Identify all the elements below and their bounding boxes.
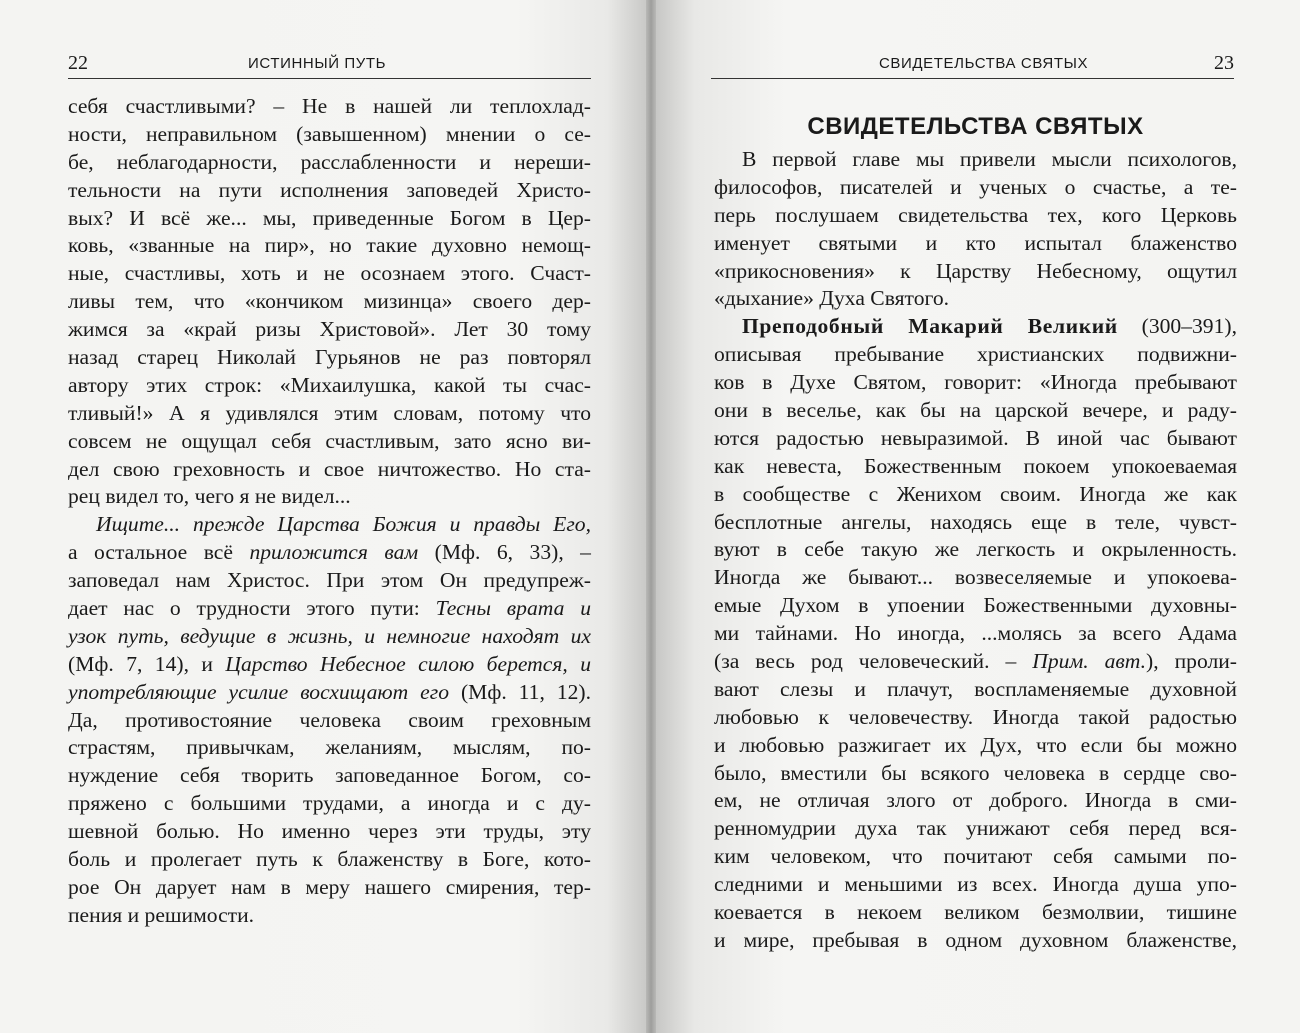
text-segment: (Мф. 7, 14), и: [68, 651, 226, 676]
text-line: [68, 121, 591, 149]
text-segment: ми тайнами. Но иногда, ...молясь за всего Адама: [714, 621, 1237, 646]
chapter-title: СВИДЕТЕЛЬСТВА СВЯТЫХ: [807, 113, 1144, 140]
text-line: [714, 425, 1237, 453]
text-line: [68, 205, 591, 233]
text-segment: назад старец Николай Гурьянов не раз повторял: [68, 345, 591, 370]
text-line: [68, 595, 591, 623]
text-line: [714, 202, 1237, 230]
left-page-header: [68, 50, 591, 79]
text-segment: (Мф. 11, 12).: [449, 679, 591, 704]
text-line: [68, 818, 591, 846]
text-line: [714, 648, 1237, 676]
text-segment: ности, неправильном (завышенном) мнении о се-: [68, 121, 591, 146]
text-segment: ким человеком, что почитают себя самыми по-: [714, 844, 1237, 869]
text-segment: «прикосновения» к Царству Небесному, ощутил: [714, 258, 1237, 283]
italic-text: приложится вам: [249, 540, 419, 565]
text-segment: ренномудрии духа так унижают себя перед вся-: [714, 816, 1237, 841]
text-segment: дает нас о трудности этого пути:: [68, 596, 436, 621]
left-page: [0, 0, 646, 1033]
book-gutter: [646, 0, 656, 1033]
text-segment: «дыхание» Духа Святого.: [714, 286, 950, 311]
text-line: [714, 174, 1237, 202]
text-segment: ем, не отличая злого от доброго. Иногда в сми-: [714, 788, 1237, 813]
page-number: 22: [68, 52, 88, 74]
text-segment: как невеста, Божественным покоем упокоеваемая: [714, 453, 1237, 478]
text-segment: перь послушаем свидетельства тех, кого Церковь: [714, 202, 1237, 227]
text-line: [68, 372, 591, 400]
right-page-text: [714, 110, 1237, 955]
text-segment: В первой главе мы привели мысли психологов,: [742, 147, 1237, 171]
text-line: [714, 341, 1237, 369]
text-line: [68, 846, 591, 874]
text-segment: именует святыми и кто испытал блаженство: [714, 230, 1237, 255]
italic-text: Ищите... прежде Царства Божия и правды Его,: [96, 512, 591, 537]
text-line: [714, 536, 1237, 564]
text-segment: нуждение себя творить заповеданное Богом, со-: [68, 763, 591, 788]
text-line: [714, 871, 1237, 899]
text-line: [68, 149, 591, 177]
text-line: [68, 762, 591, 790]
italic-text: Прим. авт.: [1032, 649, 1147, 674]
text-line: [68, 567, 591, 595]
text-segment: ются радостью невыразимой. В иной час бывают: [714, 425, 1237, 450]
text-segment: тливый!» А я удивлялся этим словам, потому что: [68, 400, 591, 425]
right-page-header: [711, 50, 1234, 79]
running-head: ИСТИННЫЙ ПУТЬ: [248, 55, 387, 72]
text-line: [714, 843, 1237, 871]
text-line: [714, 313, 1237, 341]
bold-name: Преподобный Макарий Великий: [742, 314, 1118, 339]
text-segment: страстям, привычкам, желаниям, мыслям, по-: [68, 735, 591, 760]
text-segment: а остальное всё: [68, 540, 250, 565]
text-line: [714, 285, 1237, 313]
text-line: [714, 397, 1237, 425]
text-line: [68, 260, 591, 288]
italic-text: Тесны врата и: [435, 596, 591, 621]
text-segment: вуют в себе такую же легкость и окрыленность.: [714, 537, 1237, 562]
text-segment: бе, неблагодарности, расслабленности и нереши-: [68, 149, 591, 174]
italic-text: Царство Небесное силою берется, и: [225, 651, 591, 676]
text-line: [68, 428, 591, 456]
text-line: [68, 623, 591, 651]
text-segment: (за весь род человеческий. –: [714, 649, 1033, 674]
text-line: [68, 344, 591, 372]
text-segment: пения и решимости.: [68, 902, 255, 927]
text-segment: пряжено с большими трудами, а иногда и с ду-: [68, 791, 591, 816]
text-segment: философов, писателей и ученых о счастье, а те-: [714, 174, 1237, 199]
right-page: [656, 0, 1300, 1033]
text-segment: ков в Духе Святом, говорит: «Иногда пребывают: [714, 370, 1237, 395]
text-line: [68, 874, 591, 902]
text-line: [68, 651, 591, 679]
text-segment: коевается в некоем великом безмолвии, тишине: [714, 900, 1237, 925]
text-segment: жимся за «край ризы Христовой». Лет 30 тому: [68, 317, 591, 342]
text-line: [714, 592, 1237, 620]
text-line: [714, 620, 1237, 648]
text-segment: Да, противостояние человека своим греховным: [68, 707, 591, 732]
text-segment: (300–391),: [1117, 314, 1237, 339]
text-line: [714, 481, 1237, 509]
text-segment: ливы тем, что «кончиком мизинца» своего дер-: [68, 289, 591, 314]
text-line: [714, 899, 1237, 927]
text-segment: было, вместили бы всякого человека в сердце сво-: [714, 760, 1237, 785]
text-line: [68, 288, 591, 316]
text-line: [68, 902, 591, 930]
text-line: [714, 760, 1237, 788]
text-segment: Иногда же бывают... возвеселяемые и упокоева-: [714, 565, 1237, 590]
text-line: [714, 732, 1237, 760]
text-segment: тельности на пути исполнения заповедей Христо-: [68, 177, 591, 202]
text-segment: вают слезы и плачут, воспламеняемые духовной: [714, 676, 1237, 701]
text-line: [714, 509, 1237, 537]
text-line: [714, 927, 1237, 955]
text-line: [68, 232, 591, 260]
text-segment: емые Духом в упоении Божественными духовны-: [714, 593, 1237, 618]
text-segment: автору этих строк: «Михаилушка, какой ты счас-: [68, 372, 591, 397]
text-segment: ), проли-: [1146, 649, 1237, 674]
text-segment: и любовью разжигает их Дух, что если бы можно: [714, 732, 1237, 757]
text-line: [68, 707, 591, 735]
text-line: [714, 453, 1237, 481]
text-segment: и мире, пребывая в одном духовном блаженстве,: [714, 927, 1237, 952]
italic-text: узок путь, ведущие в жизнь, и немногие находят их: [68, 623, 591, 648]
text-segment: ные, счастливы, хоть и не осознаем этого. Счаст-: [68, 261, 591, 286]
text-segment: описывая пребывание христианских подвижни-: [714, 342, 1237, 367]
text-line: [714, 369, 1237, 397]
text-line: [68, 456, 591, 484]
text-segment: рое Он дарует нам в меру нашего смирения, тер-: [68, 874, 591, 899]
text-line: [714, 564, 1237, 592]
text-segment: они в веселье, как бы на царской вечере, и раду-: [714, 398, 1237, 423]
text-segment: в сообществе с Женихом своим. Иногда же как: [714, 481, 1237, 506]
left-page-text: [68, 93, 591, 930]
text-segment: ковь, «званные на пир», но такие духовно немощ-: [68, 233, 591, 258]
text-segment: рец видел то, чего я не видел...: [68, 484, 351, 509]
text-segment: боль и пролегает путь к блаженству в Боге, кото-: [68, 847, 591, 872]
text-line: [714, 676, 1237, 704]
text-segment: (Мф. 6, 33), –: [418, 540, 591, 565]
text-line: [714, 146, 1237, 174]
text-line: [714, 258, 1237, 286]
italic-text: употребляющие усилие восхищают его: [68, 679, 449, 704]
running-head: СВИДЕТЕЛЬСТВА СВЯТЫХ: [879, 55, 1089, 72]
text-line: [68, 483, 591, 511]
text-line: [68, 400, 591, 428]
text-segment: любовью к человечеству. Иногда такой радостью: [714, 704, 1237, 729]
text-line: [68, 790, 591, 818]
text-segment: бесплотные ангелы, находясь еще в теле, чувст-: [714, 509, 1237, 534]
text-line: [714, 230, 1237, 258]
text-line: [68, 93, 591, 121]
text-segment: следними и меньшими из всех. Иногда душа упо-: [714, 872, 1237, 897]
page-number: 23: [1214, 52, 1234, 74]
text-segment: себя счастливыми? – Не в нашей ли теплохлад-: [68, 94, 591, 118]
text-line: [714, 787, 1237, 815]
text-segment: дел свою греховность и свое ничтожество. Но ста-: [68, 456, 591, 481]
text-segment: вых? И всё же... мы, приведенные Богом в Цер-: [68, 205, 591, 230]
text-line: [714, 704, 1237, 732]
text-line: [68, 679, 591, 707]
text-line: [68, 511, 591, 539]
text-line: [68, 539, 591, 567]
text-line: [68, 734, 591, 762]
text-line: [68, 316, 591, 344]
text-segment: заповедал нам Христос. При этом Он предупреж-: [68, 568, 591, 593]
text-segment: шевной болью. Но именно через эти труды, эту: [68, 819, 591, 844]
text-segment: совсем не ощущал себя счастливым, зато ясно ви-: [68, 428, 591, 453]
text-line: [68, 177, 591, 205]
text-line: [714, 815, 1237, 843]
